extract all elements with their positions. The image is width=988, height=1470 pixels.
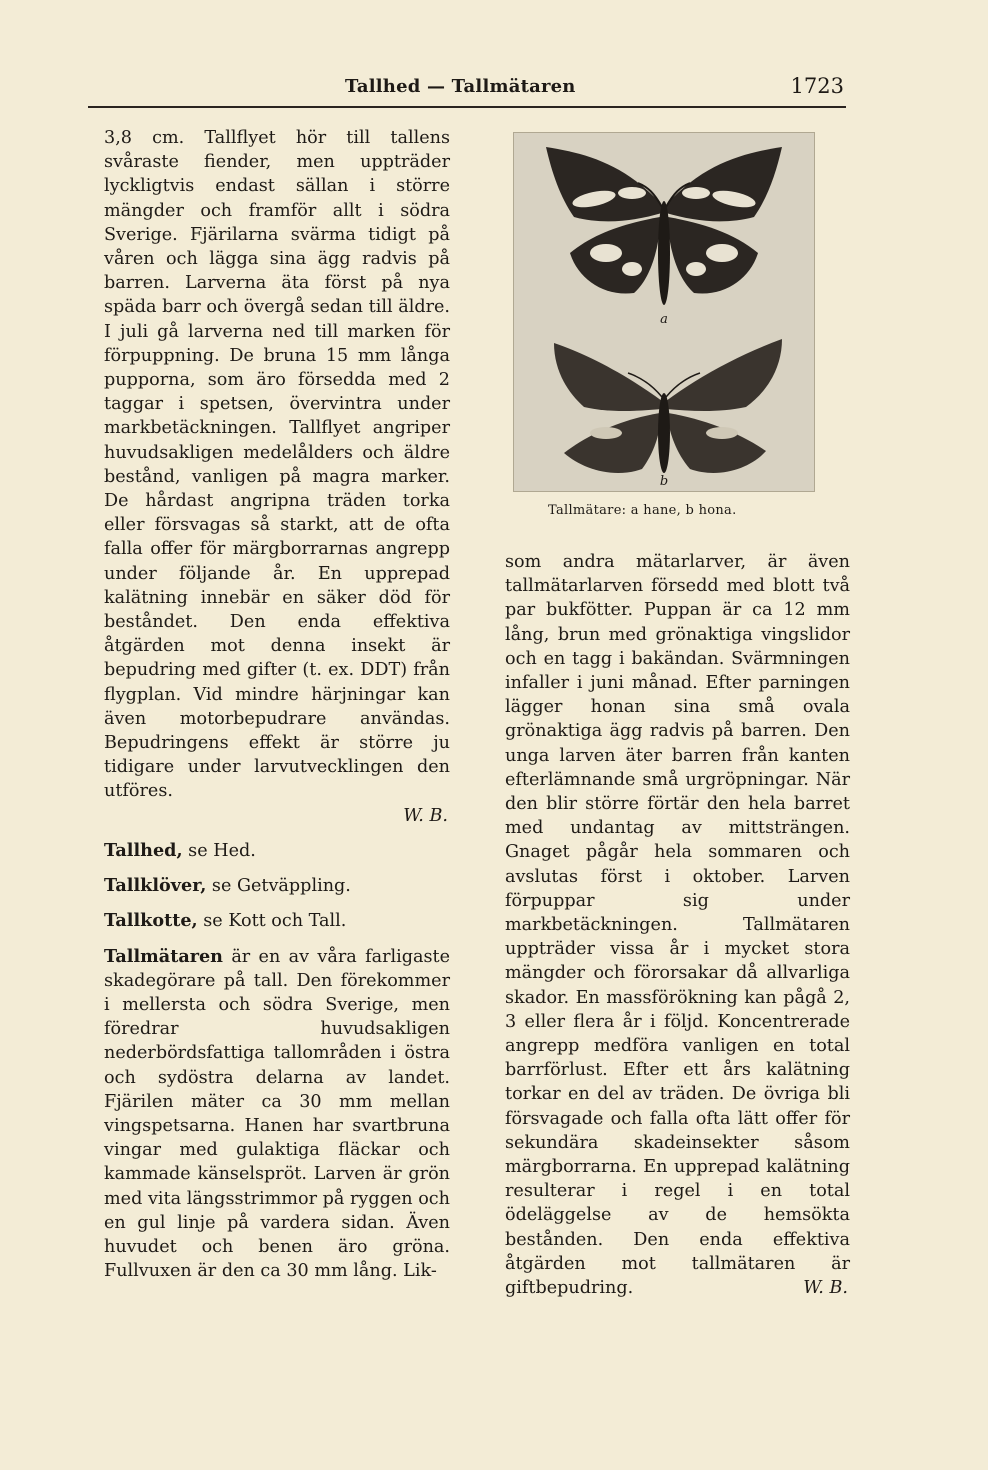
signature: W. B. [403, 805, 448, 826]
header-rule [88, 106, 846, 108]
signature: W. B. [803, 1278, 848, 1299]
page-number: 1723 [790, 74, 844, 98]
entry-text: se Kott och Tall. [197, 911, 347, 932]
entry-headword: Tallklöver, [104, 875, 207, 897]
moth-illustration [513, 132, 815, 492]
entry-text: se Getväppling. [206, 876, 351, 897]
left-column [104, 126, 450, 1283]
entry-text: är en av våra farligaste skadegörare på tall. Den förekommer i mellersta och södra Sverige, men föredrar huvudsakligen nederbördsfattiga tallområden i östra och sydöstra delarna av landet. Fjärilen mäter ca 30 mm mellan vingspetsarna. Hanen har svartbruna vingar med gulaktiga fläckar och kammade känselspröt. Larven är grön med vita längsstrimmor på ryggen och en gul linje på vardera sidan. Även huvudet och benen äro gröna. Fullvuxen är den ca 30 mm lång. Lik- [104, 946, 450, 1282]
entry-tallhed [104, 839, 450, 863]
entry-headword: Tallhed, [104, 839, 183, 861]
entry-tallklover [104, 874, 450, 898]
entry-headword: Tallkotte, [104, 910, 198, 932]
tallflyet-paragraph: 3,8 cm. Tallflyet hör till tallens svåraste fiender, men uppträder lyckligtvis endast sällan i större mängder och framför allt i södra Sverige. Fjärilarna svärma tidigt på våren och lägga sina ägg radvis på barren. Larverna äta först på nya späda barr och övergå sedan till äldre. I juli gå larverna ned till marken för förpuppning. De bruna 15 mm långa pupporna, som äro försedda med 2 taggar i spetsen, övervintra under markbetäckningen. Tallflyet angriper huvudsakligen medelålders och äldre bestånd, vanligen på magra marker. De hårdast angripna träden torka eller försvagas så starkt, att de ofta falla offer för märgborrarnas angrepp under följande år. En upprepad kalätning innebär en säker död för beståndet. Den enda effektiva åtgärden mot denna insekt är bepudring med gifter (t. ex. DDT) från flygplan. Vid mindre härjningar kan även motorbepudrare användas. Bepudringens effekt är större ju tidigare under larvutvecklingen den utföres. [104, 128, 450, 802]
right-column [505, 550, 850, 1301]
tallmataren-continuation: som andra mätarlarver, är även tallmätarlarven försedd med blott två par bukfötter. Puppan är ca 12 mm lång, brun med grönaktiga vingslidor och en tagg i bakändan. Svärmningen infaller i juni månad. Efter parningen lägger honan sina små ovala grönaktiga ägg radvis på barren. Den unga larven äter barren från kanten efterlämnande små urgröpningar. När den blir större förtär den hela barret med undantag av mittsträngen. Gnaget pågår hela sommaren och avslutas först i oktober. Larven förpuppar sig under markbetäckningen. Tallmätaren uppträder vissa år i mycket stora mängder och förorsakar då allvarliga skador. En massförökning kan pågå 2, 3 eller flera år i följd. Koncentrerade angrepp medföra vanligen en total barrförlust. Efter ett års kalätning torkar en del av träden. De övriga bli försvagade och falla ofta lätt offer för sekundära skadeinsekter såsom märgborrarna. En upprepad kalätning resulterar i regel i en total ödeläggelse av de hemsökta bestånden. Den enda effektiva åtgärden mot tallmätaren är giftbepudring. [505, 552, 850, 1299]
figure-caption: Tallmätare: a hane, b hona. [548, 503, 737, 518]
entry-tallmataren [104, 945, 450, 1284]
entry-text: se Hed. [182, 840, 256, 861]
moth-male [546, 147, 782, 305]
running-header [100, 74, 848, 102]
entry-tallkotte [104, 909, 450, 933]
moth-female [554, 339, 782, 473]
moth-drawing [514, 133, 814, 491]
figure-label-b: b [659, 474, 669, 489]
figure-label-a: a [660, 312, 668, 327]
header-title: Tallhed — Tallmätaren [345, 76, 576, 97]
entry-headword: Tallmätaren [104, 945, 223, 967]
